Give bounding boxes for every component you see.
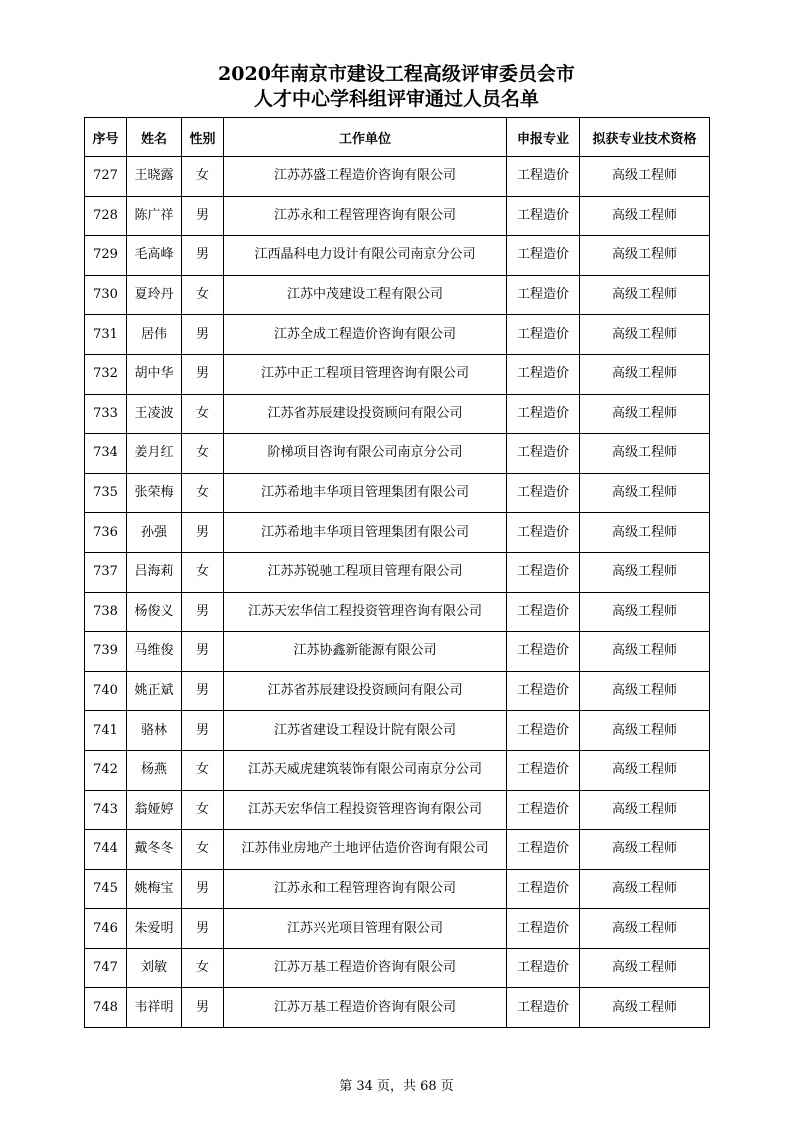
cell-name: 毛高峰 [127,236,182,276]
cell-major: 工程造价 [507,592,580,632]
cell-qualification: 高级工程师 [580,354,710,394]
cell-name: 朱爱明 [127,909,182,949]
cell-qualification: 高级工程师 [580,988,710,1028]
cell-qualification: 高级工程师 [580,790,710,830]
cell-serial: 734 [85,434,127,474]
cell-gender: 女 [182,750,224,790]
cell-serial: 747 [85,948,127,988]
cell-gender: 男 [182,592,224,632]
cell-serial: 743 [85,790,127,830]
table-row [85,671,710,711]
cell-gender: 男 [182,711,224,751]
cell-serial: 728 [85,196,127,236]
table-row [85,552,710,592]
table-row [85,632,710,672]
table-row [85,948,710,988]
cell-name: 王凌波 [127,394,182,434]
cell-employer: 江苏省苏辰建设投资顾问有限公司 [224,671,507,711]
table-header-row [85,118,710,157]
table-row [85,434,710,474]
roster-table [84,117,710,1028]
cell-serial: 742 [85,750,127,790]
cell-serial: 729 [85,236,127,276]
cell-gender: 女 [182,552,224,592]
cell-qualification: 高级工程师 [580,948,710,988]
cell-employer: 阶梯项目咨询有限公司南京分公司 [224,434,507,474]
cell-name: 杨燕 [127,750,182,790]
cell-name: 姚正斌 [127,671,182,711]
cell-major: 工程造价 [507,790,580,830]
cell-employer: 江苏协鑫新能源有限公司 [224,632,507,672]
cell-serial: 733 [85,394,127,434]
cell-major: 工程造价 [507,948,580,988]
cell-employer: 江苏省建设工程设计院有限公司 [224,711,507,751]
header-qualification: 拟获专业技术资格 [580,118,710,157]
page-number: 第 34 页，共 68 页 [339,1079,454,1094]
cell-qualification: 高级工程师 [580,315,710,355]
cell-name: 王晓露 [127,157,182,197]
cell-name: 陈广祥 [127,196,182,236]
cell-employer: 江苏希地丰华项目管理集团有限公司 [224,473,507,513]
cell-qualification: 高级工程师 [580,671,710,711]
cell-qualification: 高级工程师 [580,275,710,315]
cell-employer: 江苏中茂建设工程有限公司 [224,275,507,315]
table-row [85,394,710,434]
cell-employer: 江苏省苏辰建设投资顾问有限公司 [224,394,507,434]
cell-name: 骆林 [127,711,182,751]
document-title-line-1: 2020年南京市建设工程高级评审委员会市 [218,63,575,85]
cell-major: 工程造价 [507,632,580,672]
table-row [85,236,710,276]
cell-employer: 江苏希地丰华项目管理集团有限公司 [224,513,507,553]
table-row [85,592,710,632]
cell-major: 工程造价 [507,236,580,276]
cell-name: 夏玲丹 [127,275,182,315]
cell-gender: 男 [182,315,224,355]
cell-employer: 江苏天威虎建筑装饰有限公司南京分公司 [224,750,507,790]
cell-name: 戴冬冬 [127,830,182,870]
cell-name: 张荣梅 [127,473,182,513]
cell-serial: 739 [85,632,127,672]
table-body [85,157,710,1028]
cell-gender: 女 [182,394,224,434]
cell-major: 工程造价 [507,750,580,790]
cell-qualification: 高级工程师 [580,552,710,592]
cell-employer: 江苏永和工程管理咨询有限公司 [224,196,507,236]
header-major: 申报专业 [507,118,580,157]
cell-major: 工程造价 [507,711,580,751]
cell-major: 工程造价 [507,434,580,474]
cell-major: 工程造价 [507,157,580,197]
cell-gender: 女 [182,948,224,988]
cell-employer: 江苏伟业房地产土地评估造价咨询有限公司 [224,830,507,870]
table-row [85,869,710,909]
cell-gender: 男 [182,988,224,1028]
table-row [85,909,710,949]
cell-gender: 男 [182,671,224,711]
cell-name: 吕海莉 [127,552,182,592]
cell-serial: 745 [85,869,127,909]
cell-serial: 740 [85,671,127,711]
cell-major: 工程造价 [507,354,580,394]
cell-qualification: 高级工程师 [580,909,710,949]
table-row [85,790,710,830]
cell-employer: 江苏苏盛工程造价咨询有限公司 [224,157,507,197]
cell-qualification: 高级工程师 [580,632,710,672]
cell-major: 工程造价 [507,394,580,434]
cell-major: 工程造价 [507,513,580,553]
header-name: 姓名 [127,118,182,157]
cell-gender: 男 [182,869,224,909]
cell-qualification: 高级工程师 [580,157,710,197]
cell-name: 居伟 [127,315,182,355]
cell-name: 孙强 [127,513,182,553]
cell-qualification: 高级工程师 [580,750,710,790]
cell-employer: 江苏万基工程造价咨询有限公司 [224,988,507,1028]
cell-serial: 730 [85,275,127,315]
cell-employer: 江苏天宏华信工程投资管理咨询有限公司 [224,592,507,632]
header-employer: 工作单位 [224,118,507,157]
cell-major: 工程造价 [507,315,580,355]
cell-gender: 女 [182,434,224,474]
table-row [85,750,710,790]
cell-employer: 江西晶科电力设计有限公司南京分公司 [224,236,507,276]
cell-gender: 女 [182,830,224,870]
cell-major: 工程造价 [507,552,580,592]
cell-employer: 江苏全成工程造价咨询有限公司 [224,315,507,355]
cell-employer: 江苏苏锐驰工程项目管理有限公司 [224,552,507,592]
cell-employer: 江苏中正工程项目管理咨询有限公司 [224,354,507,394]
table-row [85,315,710,355]
cell-qualification: 高级工程师 [580,236,710,276]
cell-name: 马维俊 [127,632,182,672]
cell-name: 刘敏 [127,948,182,988]
cell-major: 工程造价 [507,988,580,1028]
cell-serial: 736 [85,513,127,553]
cell-serial: 746 [85,909,127,949]
header-gender: 性别 [182,118,224,157]
cell-major: 工程造价 [507,473,580,513]
cell-name: 杨俊义 [127,592,182,632]
table-row [85,513,710,553]
table-row [85,275,710,315]
cell-qualification: 高级工程师 [580,394,710,434]
cell-name: 胡中华 [127,354,182,394]
cell-gender: 女 [182,157,224,197]
cell-serial: 741 [85,711,127,751]
cell-employer: 江苏兴光项目管理有限公司 [224,909,507,949]
cell-major: 工程造价 [507,671,580,711]
table-row [85,157,710,197]
table-row [85,830,710,870]
table-row [85,988,710,1028]
table-row [85,473,710,513]
cell-major: 工程造价 [507,830,580,870]
cell-employer: 江苏永和工程管理咨询有限公司 [224,869,507,909]
table-row [85,354,710,394]
cell-major: 工程造价 [507,869,580,909]
cell-employer: 江苏天宏华信工程投资管理咨询有限公司 [224,790,507,830]
cell-serial: 744 [85,830,127,870]
document-title-line-2: 人才中心学科组评审通过人员名单 [253,88,539,110]
cell-serial: 737 [85,552,127,592]
cell-gender: 男 [182,513,224,553]
cell-qualification: 高级工程师 [580,830,710,870]
cell-name: 姜月红 [127,434,182,474]
cell-employer: 江苏万基工程造价咨询有限公司 [224,948,507,988]
cell-qualification: 高级工程师 [580,711,710,751]
cell-major: 工程造价 [507,275,580,315]
cell-serial: 748 [85,988,127,1028]
table-row [85,711,710,751]
cell-gender: 女 [182,790,224,830]
cell-gender: 女 [182,473,224,513]
table-row [85,196,710,236]
cell-qualification: 高级工程师 [580,869,710,909]
cell-major: 工程造价 [507,909,580,949]
cell-gender: 女 [182,275,224,315]
cell-qualification: 高级工程师 [580,513,710,553]
header-serial: 序号 [85,118,127,157]
cell-gender: 男 [182,196,224,236]
cell-serial: 732 [85,354,127,394]
cell-name: 韦祥明 [127,988,182,1028]
cell-name: 翁娅婷 [127,790,182,830]
cell-qualification: 高级工程师 [580,434,710,474]
cell-major: 工程造价 [507,196,580,236]
cell-gender: 男 [182,354,224,394]
cell-serial: 727 [85,157,127,197]
cell-qualification: 高级工程师 [580,473,710,513]
cell-serial: 738 [85,592,127,632]
cell-gender: 男 [182,909,224,949]
cell-qualification: 高级工程师 [580,592,710,632]
cell-qualification: 高级工程师 [580,196,710,236]
cell-serial: 735 [85,473,127,513]
cell-gender: 男 [182,236,224,276]
cell-gender: 男 [182,632,224,672]
cell-name: 姚梅宝 [127,869,182,909]
cell-serial: 731 [85,315,127,355]
